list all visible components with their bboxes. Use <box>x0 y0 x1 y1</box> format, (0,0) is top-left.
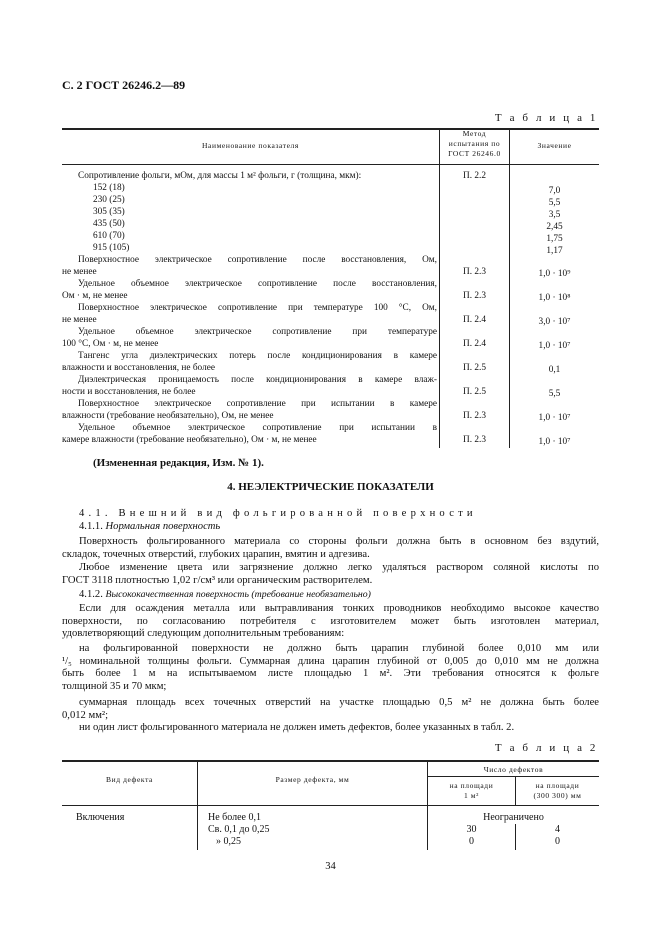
table1-row-value: 1,0 · 10⁷ <box>538 413 571 423</box>
table2-mid-rule <box>427 776 599 777</box>
subsection-4-1-2: 4.1.2. Высококачественная поверхность (требование необязательно) <box>79 589 371 600</box>
table2-top-rule <box>62 760 599 762</box>
table1-row-method: П. 2.4 <box>463 315 486 325</box>
table1-row-value: 3,5 <box>548 210 561 220</box>
table1-row-name-line: не менее <box>62 315 97 325</box>
table2-header-rule <box>62 805 599 806</box>
table1-caption: Т а б л и ц а 1 <box>494 112 598 124</box>
paragraph-line: Если для осаждения металла или вытравливания тонких проводников необходимо высокое качество <box>79 603 599 614</box>
table2-count1-row3: 0 <box>469 836 474 847</box>
table1-row-method: П. 2.3 <box>463 267 486 277</box>
table1-row-value: 1,0 · 10⁹ <box>538 269 571 279</box>
table2-defect-type: Включения <box>76 812 125 823</box>
paragraph-surface <box>62 536 599 561</box>
table1-row-value: 1,0 · 10⁷ <box>538 437 571 447</box>
table1-row-name-line: 152 (18) <box>93 183 125 193</box>
edit-note: (Измененная редакция, Изм. № 1). <box>93 457 264 469</box>
table1-row-value: 1,75 <box>546 234 563 244</box>
table1-row-method: П. 2.3 <box>463 435 486 445</box>
table2-col-count: Число дефектов <box>483 765 544 774</box>
paragraph-line: 0,012 мм²; <box>62 709 109 721</box>
paragraph-line: толщиной 35 и 70 мкм; <box>62 680 167 692</box>
paragraph-pinholes <box>62 697 599 722</box>
table1-row-value: 7,0 <box>548 186 561 196</box>
table1-row-method: П. 2.3 <box>463 411 486 421</box>
paragraph-line: ГОСТ 3118 плотностью 1,02 г/см³ или органическим растворителем. <box>62 574 373 586</box>
table1-row-method: П. 2.5 <box>463 387 486 397</box>
section-title: 4. НЕЭЛЕКТРИЧЕСКИЕ ПОКАЗАТЕЛИ <box>227 481 434 493</box>
table1-row-value: 0,1 <box>548 365 561 375</box>
table1-row-name-line: Диэлектрическая проницаемость после кондиционирования в камере влаж- <box>78 375 437 385</box>
paragraph-line: ¹/₅ номинальной толщины фольги. Суммарная длина царапин глубиной от 0,005 до 0,010 мм не должна <box>62 655 599 667</box>
table1-row-method: П. 2.2 <box>463 171 486 181</box>
paragraph-scratches <box>62 643 599 693</box>
paragraph-defects <box>62 722 599 735</box>
table2-unlimited: Неограничено <box>483 812 544 823</box>
table1-row-name-line: 915 (105) <box>93 243 130 253</box>
table2-col-defect: Вид дефекта <box>106 775 153 784</box>
table1-col-value: Значение <box>537 141 572 150</box>
table1-row-value: 1,17 <box>546 246 563 256</box>
table1-row-name-line: влажности (требование необязательно), Ом, не менее <box>62 411 274 421</box>
paragraph-line: ни один лист фольгированного материала не должен иметь дефектов, более указанных в табл. 2. <box>79 722 515 733</box>
table1-row-name-line: Тангенс угла диэлектрических потерь после кондиционирования в камере <box>78 351 437 361</box>
paragraph-line: на фольгированной поверхности не должно быть царапин глубиной более 0,010 мм или <box>79 643 599 654</box>
paragraph-line: поверхности, по согласованию потребителя с изготовителем может быть изготовлен материал, <box>62 615 599 627</box>
table2-size-2: Св. 0,1 до 0,25 <box>208 824 270 835</box>
table1-row-method: П. 2.4 <box>463 339 486 349</box>
table1-row-name-line: Ом · м, не менее <box>62 291 128 301</box>
table1-row-value: 5,5 <box>548 389 561 399</box>
table2-col-size: Размер дефекта, мм <box>275 775 350 784</box>
page-number: 34 <box>325 861 336 872</box>
table1-row-value: 5,5 <box>548 198 561 208</box>
paragraph-line: суммарная площадь всех точечных отверстий на участке площадью 0,5 м² не должна быть более <box>79 697 599 708</box>
table1-row-value: 2,45 <box>546 222 563 232</box>
paragraph-line: быть более 1 м на испытываемом листе площадью 1 м². Эти требования относятся к фольге <box>62 668 599 680</box>
table1-row-method: П. 2.5 <box>463 363 486 373</box>
table1-row-value: 3,0 · 10⁷ <box>538 317 571 327</box>
table1-row-name-line: 610 (70) <box>93 231 125 241</box>
table2-size-1: Не более 0,1 <box>208 812 261 823</box>
paragraph-line: Поверхность фольгированного материала со стороны фольги должна быть в основном без вздутий, <box>79 536 599 547</box>
table1-row-name-line: Поверхностное электрическое сопротивление после восстановления, Ом, <box>78 255 437 265</box>
table1-row-name-line: камере влажности (требование необязательно), Ом · м, не менее <box>62 435 317 445</box>
table1-row-name-line: Поверхностное электрическое сопротивление при испытании в камере <box>78 399 437 409</box>
table1-row-name-line: 230 (25) <box>93 195 125 205</box>
table2-col-divider-1 <box>197 760 198 850</box>
table2-count1-row2: 30 <box>466 824 477 835</box>
paragraph-line: Любое изменение цвета или загрязнение должно легко удаляться раствором соляной кислоты по <box>79 562 599 573</box>
table1-row-name-line: не менее <box>62 267 97 277</box>
table1-row-name-line: Сопротивление фольги, мОм, для массы 1 м² фольги, г (толщина, мкм): <box>78 171 362 181</box>
table1-top-rule <box>62 128 599 130</box>
table2-caption: Т а б л и ц а 2 <box>494 742 598 754</box>
table1-row-name-line: Удельное объемное электрическое сопротивление при испытании в <box>78 423 437 433</box>
subsection-4-1: 4.1. Внешний вид фольгированной поверхности <box>79 508 477 519</box>
table1-col-name: Наименование показателя <box>202 141 299 150</box>
table1-col-method: Метод испытания по ГОСТ 26246.0 <box>448 129 501 158</box>
table1-row-name-line: Поверхностное электрическое сопротивление при температуре 100 °С, Ом, <box>78 303 437 313</box>
table2-col-area2: на площади (300 300) мм <box>533 781 582 800</box>
page-header: С. 2 ГОСТ 26246.2—89 <box>62 78 186 92</box>
table1-row-value: 1,0 · 10⁸ <box>538 293 571 303</box>
table1-row-value: 1,0 · 10⁷ <box>538 341 571 351</box>
paragraph-line: удовлетворяющий следующим дополнительным требованиям: <box>62 628 345 640</box>
table1-row-name-line: 100 °С, Ом · м, не менее <box>62 339 159 349</box>
table1-row-name-line: ности и восстановления, не более <box>62 387 196 397</box>
table1-row-name-line: 305 (35) <box>93 207 125 217</box>
table1-row-method: П. 2.3 <box>463 291 486 301</box>
table1-row-name-line: Удельное объемное электрическое сопротивление при температуре <box>78 327 437 337</box>
table1-row-name-line: 435 (50) <box>93 219 125 229</box>
table1-col-divider-2 <box>509 128 510 448</box>
table2-col-area1: на площади 1 м² <box>449 781 494 800</box>
table2-count2-row3: 0 <box>555 836 560 847</box>
subsection-4-1-1: 4.1.1. Нормальная поверхность <box>79 521 221 532</box>
table2-size-3: » 0,25 <box>216 836 241 847</box>
paragraph-color <box>62 562 599 587</box>
table2-count2-row2: 4 <box>555 824 560 835</box>
table1-row-name-line: Удельное объемное электрическое сопротивление после восстановления, <box>78 279 437 289</box>
paragraph-high-quality <box>62 603 599 641</box>
table1-header-rule <box>62 164 599 165</box>
paragraph-line: складок, точечных отверстий, глубоких царапин, вмятин и адгезива. <box>62 548 370 560</box>
table1-row-name-line: влажности и восстановления, не более <box>62 363 215 373</box>
